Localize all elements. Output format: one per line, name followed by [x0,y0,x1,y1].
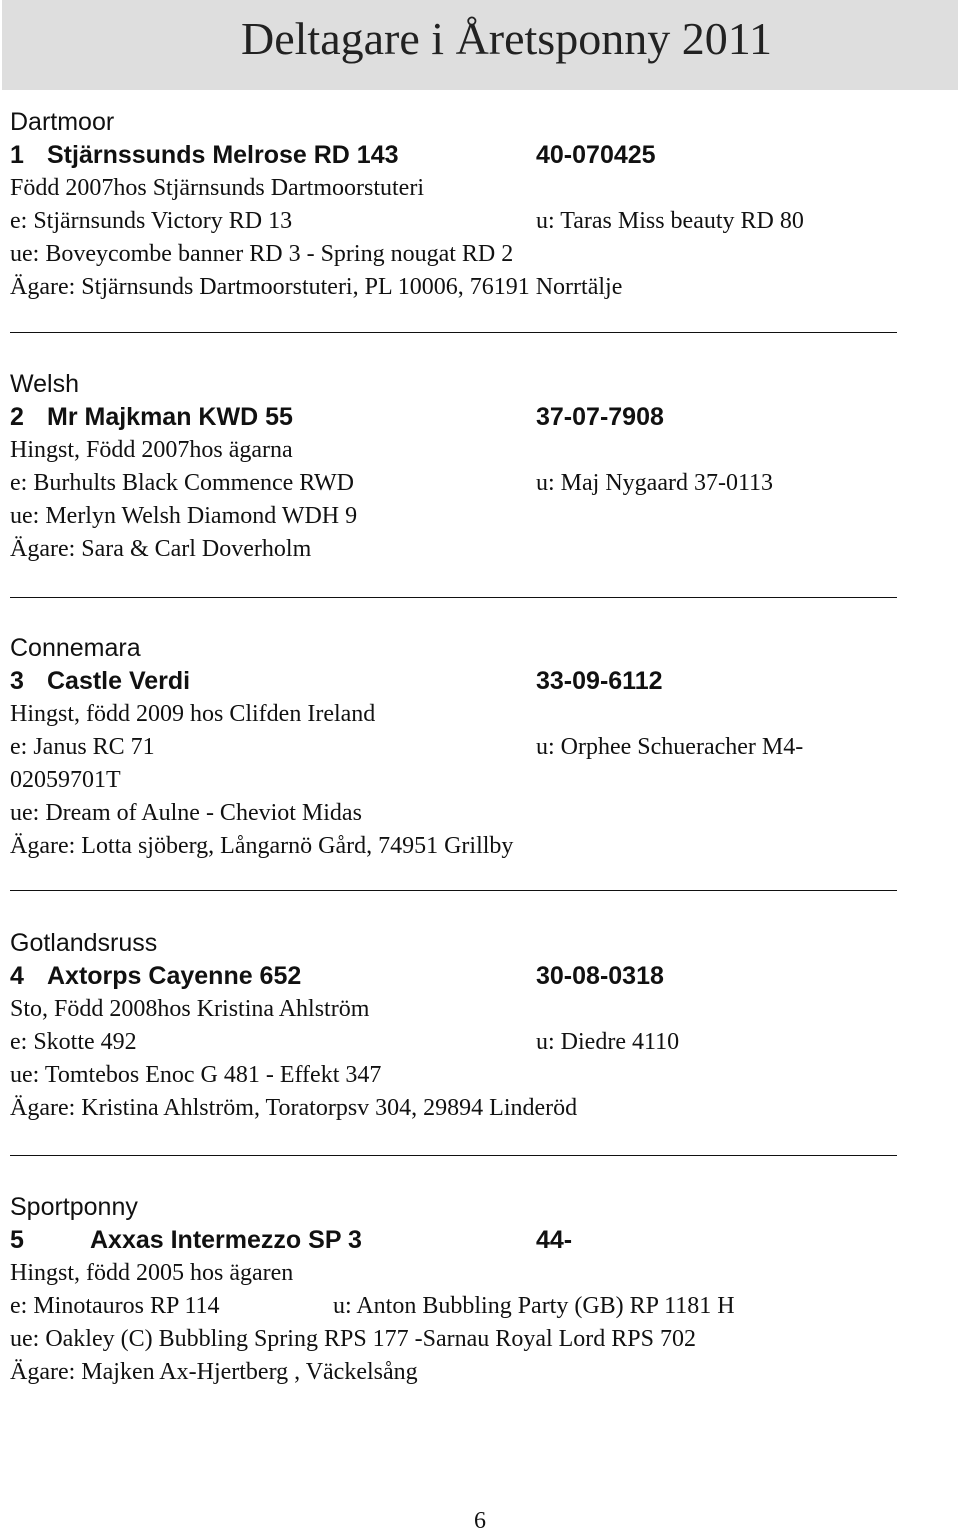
dam-sire: ue: Boveycombe banner RD 3 - Spring nougat RD 2 [10,241,514,267]
entry-sportponny [10,1191,910,1389]
page-header [2,0,958,90]
dam: u: Maj Nygaard 37-0113 [536,470,774,496]
dam-sire: ue: Merlyn Welsh Diamond WDH 9 [10,503,358,529]
sire: e: Janus RC 71 [10,734,155,760]
dam-sire: ue: Dream of Aulne - Cheviot Midas [10,800,362,826]
owner: Ägare: Sara & Carl Doverholm [10,536,312,562]
dam-continued: 02059701T [10,767,121,793]
horse-name: Axtorps Cayenne 652 [47,962,302,990]
entry-dartmoor [10,106,910,304]
dam: u: Taras Miss beauty RD 80 [536,208,804,234]
entry-title [10,401,910,434]
divider [10,890,897,891]
entry-title [10,960,910,993]
sire: e: Burhults Black Commence RWD [10,470,354,496]
owner: Ägare: Kristina Ahlström, Toratorpsv 304, 29894 Linderöd [10,1095,578,1121]
entry-gotlandsruss [10,927,910,1125]
born-info: Hingst, född 2005 hos ägaren [10,1260,294,1286]
pedigree-row [10,1290,910,1323]
dam: u: Orphee Schueracher M4- [536,734,804,760]
breed-label: Welsh [10,370,80,398]
dam: u: Anton Bubbling Party (GB) RP 1181 H [333,1293,735,1319]
owner: Ägare: Majken Ax-Hjertberg , Väckelsång [10,1359,418,1385]
entry-number: 2 [10,403,24,431]
entry-number: 1 [10,141,24,169]
entry-welsh [10,368,910,566]
pedigree-row [10,467,910,500]
page-number: 6 [474,1508,486,1534]
dam-sire: ue: Tomtebos Enoc G 481 - Effekt 347 [10,1062,382,1088]
breed-label: Gotlandsruss [10,929,158,957]
horse-name: Stjärnssunds Melrose RD 143 [47,141,399,169]
divider [10,332,897,333]
entry-title [10,1224,910,1257]
entry-connemara [10,632,910,863]
pedigree-row [10,731,910,764]
entry-number: 4 [10,962,24,990]
owner: Ägare: Lotta sjöberg, Långarnö Gård, 74951 Grillby [10,833,514,859]
owner: Ägare: Stjärnsunds Dartmoorstuteri, PL 10006, 76191 Norrtälje [10,274,623,300]
dam-sire: ue: Oakley (C) Bubbling Spring RPS 177 -Sarnau Royal Lord RPS 702 [10,1326,696,1352]
sire: e: Skotte 492 [10,1029,137,1055]
dam: u: Diedre 4110 [536,1029,680,1055]
breed-label: Sportponny [10,1193,138,1221]
entry-number: 3 [10,667,24,695]
breed-label: Connemara [10,634,141,662]
horse-name: Mr Majkman KWD 55 [47,403,293,431]
born-info: Hingst, Född 2007hos ägarna [10,437,293,463]
page-title: Deltagare i Åretsponny 2011 [241,13,772,64]
born-info: Sto, Född 2008hos Kristina Ahlström [10,996,370,1022]
divider [10,597,897,598]
sire: e: Stjärnsunds Victory RD 13 [10,208,293,234]
born-info: Född 2007hos Stjärnsunds Dartmoorstuteri [10,175,424,201]
pedigree-row [10,1026,910,1059]
born-info: Hingst, född 2009 hos Clifden Ireland [10,701,376,727]
registration-number: 30-08-0318 [536,962,664,990]
horse-name: Castle Verdi [47,667,191,695]
entry-title [10,665,910,698]
entry-number: 5 [10,1226,24,1254]
divider [10,1155,897,1156]
horse-name: Axxas Intermezzo SP 3 [90,1226,362,1254]
breed-label: Dartmoor [10,108,115,136]
registration-number: 40-070425 [536,141,656,169]
registration-number: 33-09-6112 [536,667,663,695]
registration-number: 44- [536,1226,573,1254]
entry-title [10,139,910,172]
registration-number: 37-07-7908 [536,403,664,431]
pedigree-row [10,205,910,238]
sire: e: Minotauros RP 114 [10,1293,220,1319]
